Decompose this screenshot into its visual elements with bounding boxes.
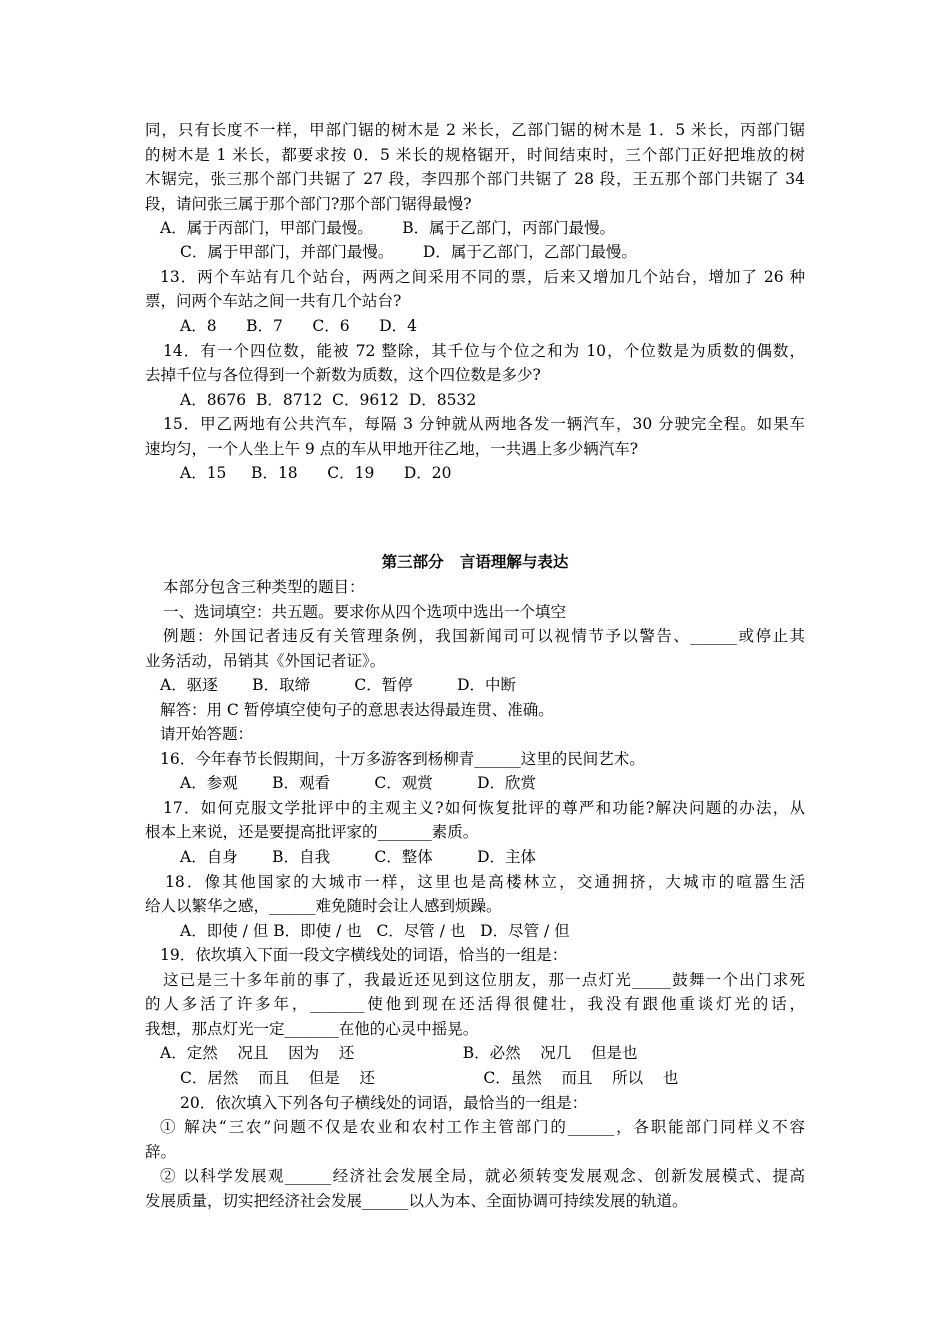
question-15: 15．甲乙两地有公共汽车，每隔 3 分钟就从两地各发一辆汽车，30 分驶完全程。如果车 [163,415,805,433]
paragraph-line: 这已是三十多年前的事了，我最近还见到这位朋友，那一点灯光_____鼓舞一个出门求死 [163,971,805,989]
question-18: 18．像其他国家的大城市一样，这里也是高楼林立，交通拥挤，大城市的喧嚣生活 [165,873,805,891]
paragraph-line: 的人多活了许多年，_______使他到现在还活得很健壮，我没有跟他重谈灯光的话， [145,995,805,1013]
answer-options: A．属于丙部门，甲部门最慢。 B．属于乙部门，丙部门最慢。 [160,219,616,237]
paragraph-line: 木锯完，张三那个部门共锯了 27 段，李四那个部门共锯了 28 段，王五那个部门共锯了 34 [145,170,805,188]
answer-options: A．参观 B．观看 C．观赏 D．欣赏 [180,774,537,792]
question-16: 16．今年春节长假期间，十万多游客到杨柳青______这里的民间艺术。 [160,750,645,768]
answer-options: A．定然 况且 因为 还 B．必然 况几 但是也 [160,1044,638,1062]
paragraph-line: 根本上来说，还是要提高批评家的_______素质。 [145,823,479,841]
example-question: 例题：外国记者违反有关管理条例，我国新闻司可以视情节予以警告、______或停止其 [163,627,805,645]
question-13: 13．两个车站有几个站台，两两之间采用不同的票，后来又增加几个站台，增加了 26 种 [160,268,805,286]
paragraph-line: 辞。 [145,1143,177,1161]
answer-options: A．8676 B．8712 C．9612 D．8532 [180,391,477,409]
section-title: 第三部分 言语理解与表达 [381,552,569,571]
answer-options: A．8 B．7 C．6 D．4 [180,317,418,335]
question-20: 20．依次填入下列各句子横线处的词语，最恰当的一组是： [180,1094,588,1112]
paragraph-line: 一、选词填空：共五题。要求你从四个选项中选出一个填空 [163,603,567,621]
paragraph-line: 票，问两个车站之间一共有几个站台? [145,292,402,310]
paragraph-line: 我想，那点灯光一定_______在他的心灵中摇晃。 [145,1020,479,1038]
answer-options: A．即使 / 但 B．即使 / 也 C．尽管 / 也 D．尽管 / 但 [180,922,570,940]
paragraph-line: 给人以繁华之感，______难免随时会让人感到烦躁。 [145,897,502,915]
paragraph-line: ① 解决“三农”问题不仅是农业和农村工作主管部门的______，各职能部门同样义不容 [160,1118,805,1136]
answer-options: C．属于甲部门，并部门最慢。 D．属于乙部门，乙部门最慢。 [180,243,637,261]
paragraph-line: 请开始答题： [160,725,254,743]
question-19: 19．依坎填入下面一段文字横线处的词语，恰当的一组是： [160,946,568,964]
answer-options: A．驱逐 B．取缔 C．暂停 D．中断 [160,676,517,694]
paragraph-line: 去掉千位与各位得到一个新数为质数，这个四位数是多少? [145,366,541,384]
answer-options: A．自身 B．自我 C．整体 D．主体 [180,848,537,866]
paragraph-line: 解答：用 C 暂停填空使句子的意思表达得最连贯、准确。 [160,701,554,719]
paragraph-line: 本部分包含三种类型的题目： [163,578,365,596]
answer-options: C．居然 而且 但是 还 C．虽然 而且 所以 也 [180,1069,679,1087]
paragraph-line: 同，只有长度不一样，甲部门锯的树木是 2 米长，乙部门锯的树木是 1．5 米长，丙部门锯 [145,121,805,139]
paragraph-line: 发展质量，切实把经济社会发展______以人为本、全面协调可持续发展的轨道。 [145,1192,688,1210]
paragraph-line: 速均匀，一个人坐上午 9 点的车从甲地开往乙地，一共遇上多少辆汽车? [145,440,639,458]
question-17: 17．如何克服文学批评中的主观主义?如何恢复批评的尊严和功能?解决问题的办法，从 [163,799,805,817]
question-14: 14．有一个四位数，能被 72 整除，其千位与个位之和为 10，个位数是为质数的偶数， [163,342,805,360]
paragraph-line: 段，请问张三属于那个部门?那个部门锯得最慢? [145,195,472,213]
paragraph-line: 的树木是 1 米长，都要求按 0．5 米长的规格锯开，时间结束时，三个部门正好把堆放的树 [145,146,805,164]
paragraph-line: ② 以科学发展观______经济社会发展全局，就必须转变发展观念、创新发展模式、提高 [160,1167,805,1185]
paragraph-line: 业务活动，吊销其《外国记者证》。 [145,652,386,670]
answer-options: A．15 B．18 C．19 D．20 [180,464,452,482]
